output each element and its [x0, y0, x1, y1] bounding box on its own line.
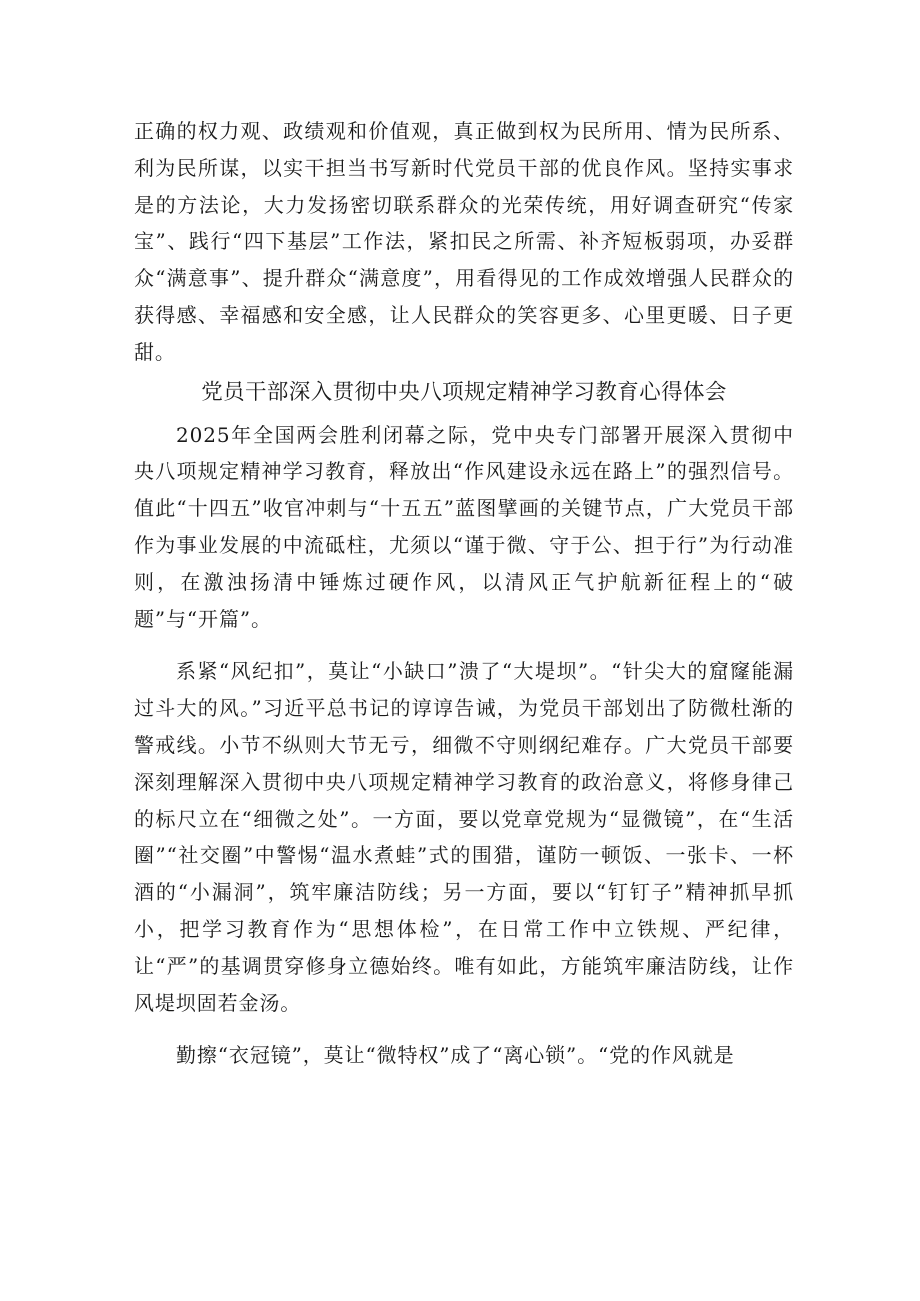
paragraph-spacer [134, 1021, 794, 1037]
section-two-paragraph: 勤擦“衣冠镜”，莫让“微特权”成了“离心锁”。“党的作风就是 [176, 1043, 735, 1068]
paragraph-spacer [134, 637, 794, 653]
article-title: 党员干部深入贯彻中央八项规定精神学习教育心得体会 [201, 379, 727, 405]
intro-paragraph: 2025年全国两会胜利闭幕之际，党中央专门部署开展深入贯彻中央八项规定精神学习教育，释放出“作风建设永远在路上”的强烈信号。值此“十四五”收官冲刺与“十五五”蓝图擘画的关键节点，广大党员干部作为事业发展的中流砥柱，尤须以“谨于微、守于公、担于行”为行动准则，在激浊扬清中锤炼过硬作风，以清风正气护航新征程上的“破题”与“开篇”。 [134, 422, 794, 631]
continuation-paragraph: 正确的权力观、政绩观和价值观，真正做到权为民所用、情为民所系、利为民所谋，以实干担当书写新时代党员干部的优良作风。坚持实事求是的方法论，大力发扬密切联系群众的光荣传统，用好调查研究“传家宝”、践行“四下基层”工作法，紧扣民之所需、补齐短板弱项，办妥群众“满意事”、提升群众“满意度”，用看得见的工作成效增强人民群众的获得感、幸福感和安全感，让人民群众的笑容更多、心里更暖、日子更甜。 [134, 119, 794, 364]
document-page [134, 113, 794, 1074]
section-one-paragraph: 系紧“风纪扣”，莫让“小缺口”溃了“大堤坝”。“针尖大的窟窿能漏过斗大的风。”习近平总书记的谆谆告诫，为党员干部划出了防微杜渐的警戒线。小节不纵则大节无亏，细微不守则纲纪难存。广大党员干部要深刻理解深入贯彻中央八项规定精神学习教育的政治意义，将修身律己的标尺立在“细微之处”。一方面，要以党章党规为“显微镜”，在“生活圈”“社交圈”中警惕“温水煮蛙”式的围猎，谨防一顿饭、一张卡、一杯酒的“小漏洞”，筑牢廉洁防线；另一方面，要以“钉钉子”精神抓早抓小，把学习教育作为“思想体检”，在日常工作中立铁规、严纪律，让“严”的基调贯穿修身立德始终。唯有如此，方能筑牢廉洁防线，让作风堤坝固若金汤。 [134, 659, 794, 1015]
